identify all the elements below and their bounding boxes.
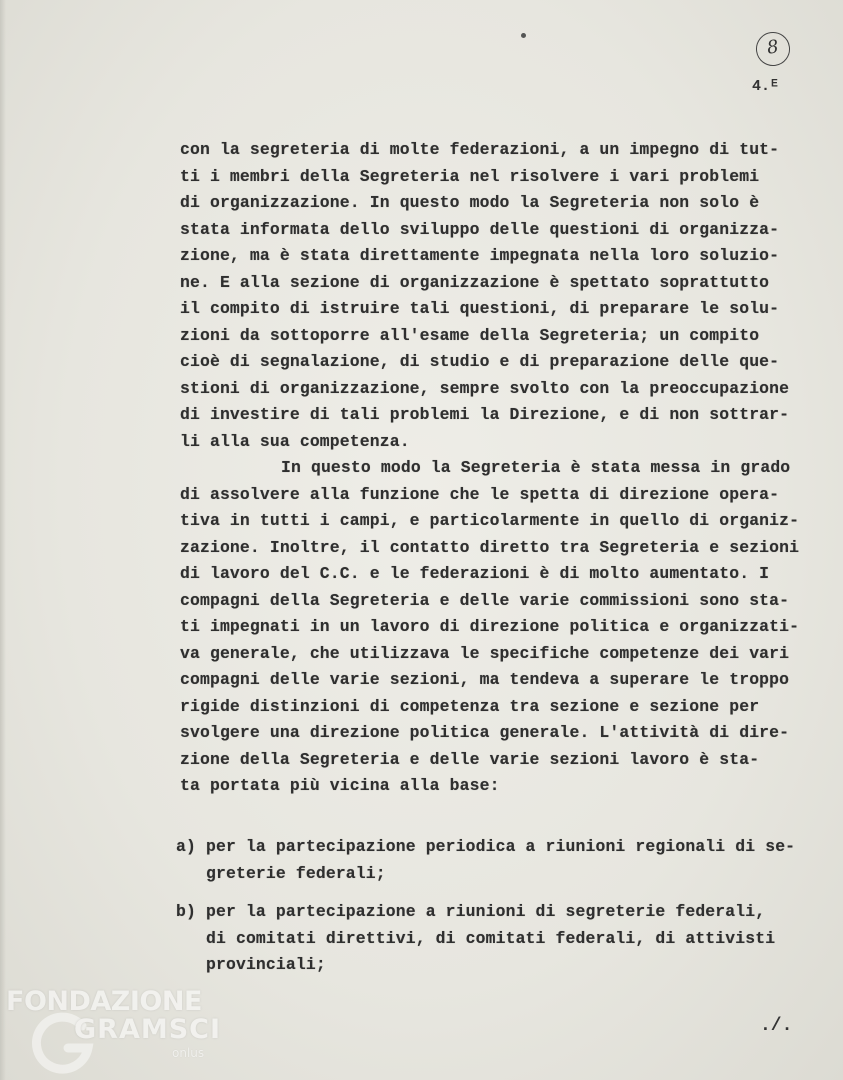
fondazione-gramsci-watermark [6, 986, 226, 1076]
ink-speck [521, 33, 526, 38]
text-line: va generale, che utilizzava le specifiche competenze dei vari [180, 643, 790, 663]
text-line: di assolvere alla funzione che le spetta di direzione opera- [180, 484, 780, 504]
text-line: stata informata dello sviluppo delle questioni di organizza- [180, 219, 780, 239]
watermark-text: GRAMSCI [74, 1014, 222, 1045]
list-text: greterie federali; [206, 863, 386, 883]
text-line: zione della Segreteria e delle varie sezioni lavoro è sta- [180, 749, 760, 769]
text-line: compagni della Segreteria e delle varie commissioni sono sta- [180, 590, 790, 610]
text-line: stioni di organizzazione, sempre svolto con la preoccupazione [180, 378, 790, 398]
list-marker: b) [176, 902, 196, 921]
continuation-mark: ./. [760, 1016, 793, 1036]
text-line: zioni da sottoporre all'esame della Segreteria; un compito [180, 325, 760, 345]
text-line: di lavoro del C.C. e le federazioni è di molto aumentato. I [180, 564, 770, 583]
text-line: con la segreteria di molte federazioni, a un impegno di tut- [180, 140, 780, 159]
page-edge-shadow [0, 0, 6, 1080]
list-text: provinciali; [206, 955, 326, 974]
archive-number-stamp: 8 [754, 30, 792, 68]
list-marker: a) [176, 837, 196, 856]
text-line: zazione. Inoltre, il contatto diretto tra Segreteria e sezioni [180, 537, 800, 557]
text-line: ta portata più vicina alla base: [180, 776, 500, 795]
watermark-text: onlus [172, 1046, 205, 1060]
list-text: per la partecipazione periodica a riunioni regionali di se- [206, 837, 796, 856]
list-item [176, 899, 816, 979]
list-item [176, 834, 816, 887]
text-line: di investire di tali problemi la Direzione, e di non sottrar- [180, 405, 790, 424]
text-line: tiva in tutti i campi, e particolarmente in quello di organiz- [180, 511, 800, 530]
text-line: ti impegnati in un lavoro di direzione politica e organizzati- [180, 617, 800, 636]
text-line: cioè di segnalazione, di studio e di preparazione delle que- [180, 352, 780, 371]
text-line: di organizzazione. In questo modo la Segreteria non solo è [180, 193, 760, 212]
text-line: ne. E alla sezione di organizzazione è spettato soprattutto [180, 272, 770, 292]
text-line: In questo modo la Segreteria è stata messa in grado [281, 458, 791, 477]
text-line: compagni delle varie sezioni, ma tendeva a superare le troppo [180, 670, 790, 689]
text-line: li alla sua competenza. [180, 431, 410, 451]
list-text: per la partecipazione a riunioni di segreterie federali, [206, 902, 766, 921]
text-line: zione, ma è stata direttamente impegnata nella loro soluzio- [180, 246, 780, 265]
list-text: di comitati direttivi, di comitati federali, di attivisti [206, 928, 776, 948]
text-line: svolgere una direzione politica generale. L'attività di dire- [180, 723, 790, 742]
page-number: 4.ᴱ [752, 78, 780, 95]
watermark-text: FONDAZIONE [6, 986, 202, 1017]
text-line: il compito di istruire tali questioni, di preparare le solu- [180, 299, 780, 318]
paragraph-block [180, 137, 800, 800]
text-line: rigide distinzioni di competenza tra sezione e sezione per [180, 696, 760, 716]
text-line: ti i membri della Segreteria nel risolvere i vari problemi [180, 166, 760, 186]
